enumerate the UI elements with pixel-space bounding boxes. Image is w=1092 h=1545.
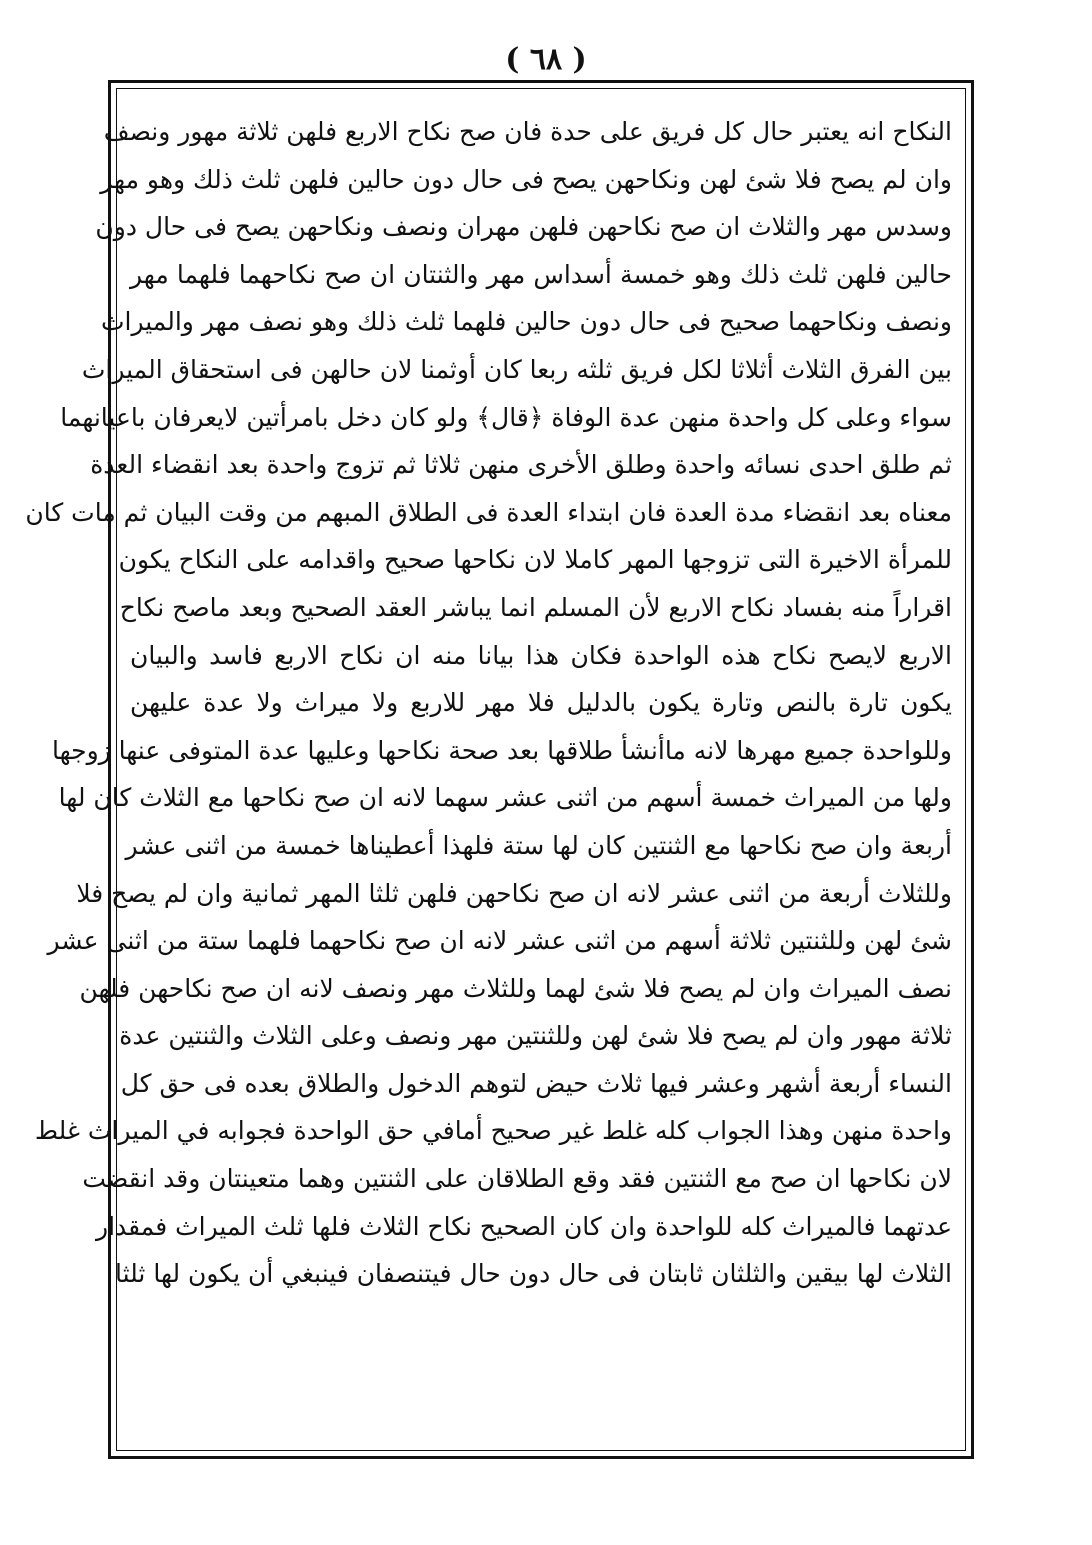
- text-line: حالين فلهن ثلث ذلك وهو خمسة أسداس مهر والثنتان ان صح نكاحهما فلهما مهر: [130, 259, 952, 289]
- text-line: ونصف ونكاحهما صحيح فى حال دون حالين فلهما ثلث ذلك وهو نصف مهر والميراث: [100, 307, 952, 337]
- text-line: معناه بعد انقضاء مدة العدة فان ابتداء العدة فى الطلاق المبهم من وقت البيان ثم مات كان: [25, 497, 952, 527]
- text-line: لان نكاحها ان صح مع الثنتين فقد وقع الطلاقان على الثنتين وهما متعينتان وقد انقضت: [82, 1164, 952, 1194]
- text-line: الاربع لايصح نكاح هذه الواحدة فكان هذا بيانا منه ان نكاح الاربع فاسد والبيان: [130, 640, 952, 670]
- text-line: شئ لهن وللثنتين ثلاثة أسهم من اثنى عشر لانه ان صح نكاحهما فلهما ستة من اثنى عشر: [47, 926, 952, 956]
- text-line: وان لم يصح فلا شئ لهن ونكاحهن يصح فى حال دون حالين فلهن ثلث ذلك وهو مهر: [100, 164, 952, 194]
- text-line: وسدس مهر والثلاث ان صح نكاحهن فلهن مهران ونصف ونكاحهن يصح فى حال دون: [95, 212, 952, 242]
- text-line: بين الفرق الثلاث أثلاثا لكل فريق ثلثه ربعا كان أوثمنا لان حالهن فى استحقاق الميراث: [81, 354, 952, 384]
- text-line: أربعة وان صح نكاحها مع الثنتين كان لها ستة فلهذا أعطيناها خمسة من اثنى عشر: [125, 830, 952, 860]
- text-line: الثلاث لها بيقين والثلثان ثابتان فى حال دون حال فيتنصفان فينبغي أن يكون لها ثلثا: [114, 1259, 952, 1289]
- text-line: عدتهما فالميراث كله للواحدة وان كان الصحيح نكاح الثلاث فلها ثلث الميراث فمقدار: [96, 1211, 952, 1241]
- text-line: نصف الميراث وان لم يصح فلا شئ لهما وللثلاث مهر ونصف لانه ان صح نكاحهن فلهن: [79, 973, 952, 1003]
- text-line: وللواحدة جميع مهرها لانه ماأنشأ طلاقها بعد صحة نكاحها وعليها عدة المتوفى عنها زوجها: [51, 735, 952, 765]
- text-line: سواء وعلى كل واحدة منهن عدة الوفاة ﴿قال﴾ ولو كان دخل بامرأتين لايعرفان باعيانهما: [60, 402, 952, 432]
- text-line: اقراراً منه بفساد نكاح الاربع لأن المسلم انما يباشر العقد الصحيح وبعد ماصح نكاح: [119, 592, 952, 622]
- text-line: ولها من الميراث خمسة أسهم من اثنى عشر سهما لانه ان صح نكاحها مع الثلاث كان لها: [58, 783, 952, 813]
- page-number: ( ٦٨ ): [505, 42, 587, 77]
- text-line: ثم طلق احدى نسائه واحدة وطلق الأخرى منهن ثلاثا ثم تزوج واحدة بعد انقضاء العدة: [90, 450, 952, 480]
- text-line: النساء أربعة أشهر وعشر فيها ثلاث حيض لتوهم الدخول والطلاق بعده فى حق كل: [120, 1068, 952, 1098]
- text-line: ثلاثة مهور وان لم يصح فلا شئ لهن وللثنتين مهر ونصف وعلى الثلاث والثنتين عدة: [119, 1021, 952, 1051]
- text-line: للمرأة الاخيرة التى تزوجها المهر كاملا لان نكاحها صحيح واقدامه على النكاح يكون: [118, 545, 952, 575]
- text-line: النكاح انه يعتبر حال كل فريق على حدة فان صح نكاح الاربع فلهن ثلاثة مهور ونصف: [103, 117, 952, 146]
- text-line: وللثلاث أربعة من اثنى عشر لانه ان صح نكاحهن فلهن ثلثا المهر ثمانية وان لم يصح فلا: [76, 878, 952, 908]
- text-body: [25, 96, 958, 1443]
- text-line: واحدة منهن وهذا الجواب كله غلط غير صحيح أمافي حق الواحدة فجوابه في الميراث غلط: [34, 1116, 952, 1146]
- text-line: يكون تارة بالنص وتارة يكون بالدليل فلا مهر للاربع ولا ميراث ولا عدة عليهن: [130, 688, 952, 718]
